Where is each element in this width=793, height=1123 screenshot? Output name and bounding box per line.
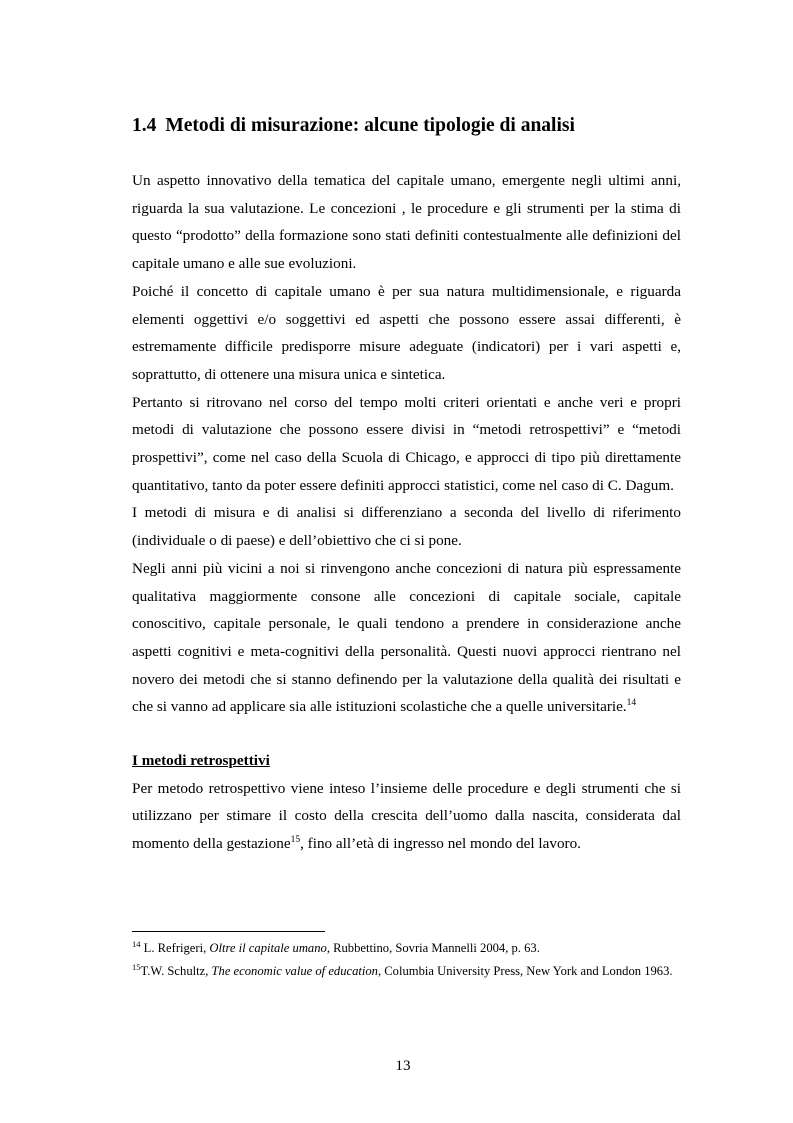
section-number: 1.4	[132, 115, 157, 136]
footnote-book-title: The economic value of education	[211, 964, 378, 978]
footnote-book-title: Oltre il capitale umano	[209, 941, 327, 955]
footnote-ref-15[interactable]: 15	[290, 835, 301, 846]
section-title: Metodi di misurazione: alcune tipologie di analisi	[165, 115, 575, 136]
paragraph-text: Negli anni più vicini a noi si rinvengono anche concezioni di natura più espressamente qualitativa maggiormente consone alle concezioni di capitale sociale, capitale conoscitivo, capitale personale, le quali tendono a prendere in considerazione anche aspetti cognitivi e meta-cognitivi della personalità. Questi nuovi approcci rientrano nel novero dei metodi che si stanno definendo per la valutazione della qualità dei risultati e che si vanno ad applicare sia alle istituzioni scolastiche che a quelle universitarie.	[132, 559, 681, 716]
page-number: 13	[395, 1057, 411, 1074]
paragraph-with-footnote	[132, 555, 681, 721]
footnote-number: 15	[132, 962, 141, 972]
footnote-text: T.W. Schultz,	[140, 964, 212, 978]
paragraph: I metodi di misura e di analisi si differenziano a seconda del livello di riferimento (individuale o di paese) e dell’obiettivo che ci si pone.	[132, 504, 681, 550]
footnote-text: , Rubbettino, Sovria Mannelli 2004, p. 63.	[326, 941, 540, 955]
subsection-heading: I metodi retrospettivi	[132, 752, 270, 770]
subsection-text	[132, 775, 681, 858]
footnotes	[132, 937, 681, 983]
footnote-separator	[132, 931, 325, 932]
section-heading	[132, 113, 681, 139]
footnote-text: L. Refrigeri,	[140, 941, 210, 955]
paragraph-text: Per metodo retrospettivo viene inteso l’insieme delle procedure e degli strumenti che si utilizzano per stimare il costo della crescita dell’uomo dalla nascita, considerata dal momento della gestazione	[132, 779, 681, 853]
footnote-15	[132, 960, 681, 983]
paragraph: Poiché il concetto di capitale umano è per sua natura multidimensionale, e riguarda elementi oggettivi e/o soggettivi ed aspetti che possono essere assai differenti, è estremamente difficile predisporre misure adeguate (indicatori) per i vari aspetti e, soprattutto, di ottenere una misura unica e sintetica.	[132, 282, 681, 383]
footnote-ref-14[interactable]: 14	[626, 698, 637, 709]
footnote-number: 14	[132, 939, 141, 949]
page-content	[132, 113, 681, 858]
footnote-text: , Columbia University Press, New York and London 1963.	[377, 964, 673, 978]
body-text	[132, 167, 681, 721]
paragraph-with-footnote	[132, 775, 681, 858]
paragraph: Un aspetto innovativo della tematica del capitale umano, emergente negli ultimi anni, riguarda la sua valutazione. Le concezioni , le procedure e gli strumenti per la stima di questo “prodotto” della formazione sono stati definiti contestualmente alle definizioni del capitale umano e alle sue evoluzioni.	[132, 172, 681, 273]
paragraph: Pertanto si ritrovano nel corso del tempo molti criteri orientati e anche veri e propri metodi di valutazione che possono essere divisi in “metodi retrospettivi” e “metodi prospettivi”, come nel caso della Scuola di Chicago, e approcci di tipo più direttamente quantitativo, tanto da poter essere definiti approcci statistici, come nel caso di C. Dagum.	[132, 393, 681, 494]
paragraph-text: , fino all’età di ingresso nel mondo del lavoro.	[300, 835, 581, 853]
footnote-14	[132, 937, 681, 960]
